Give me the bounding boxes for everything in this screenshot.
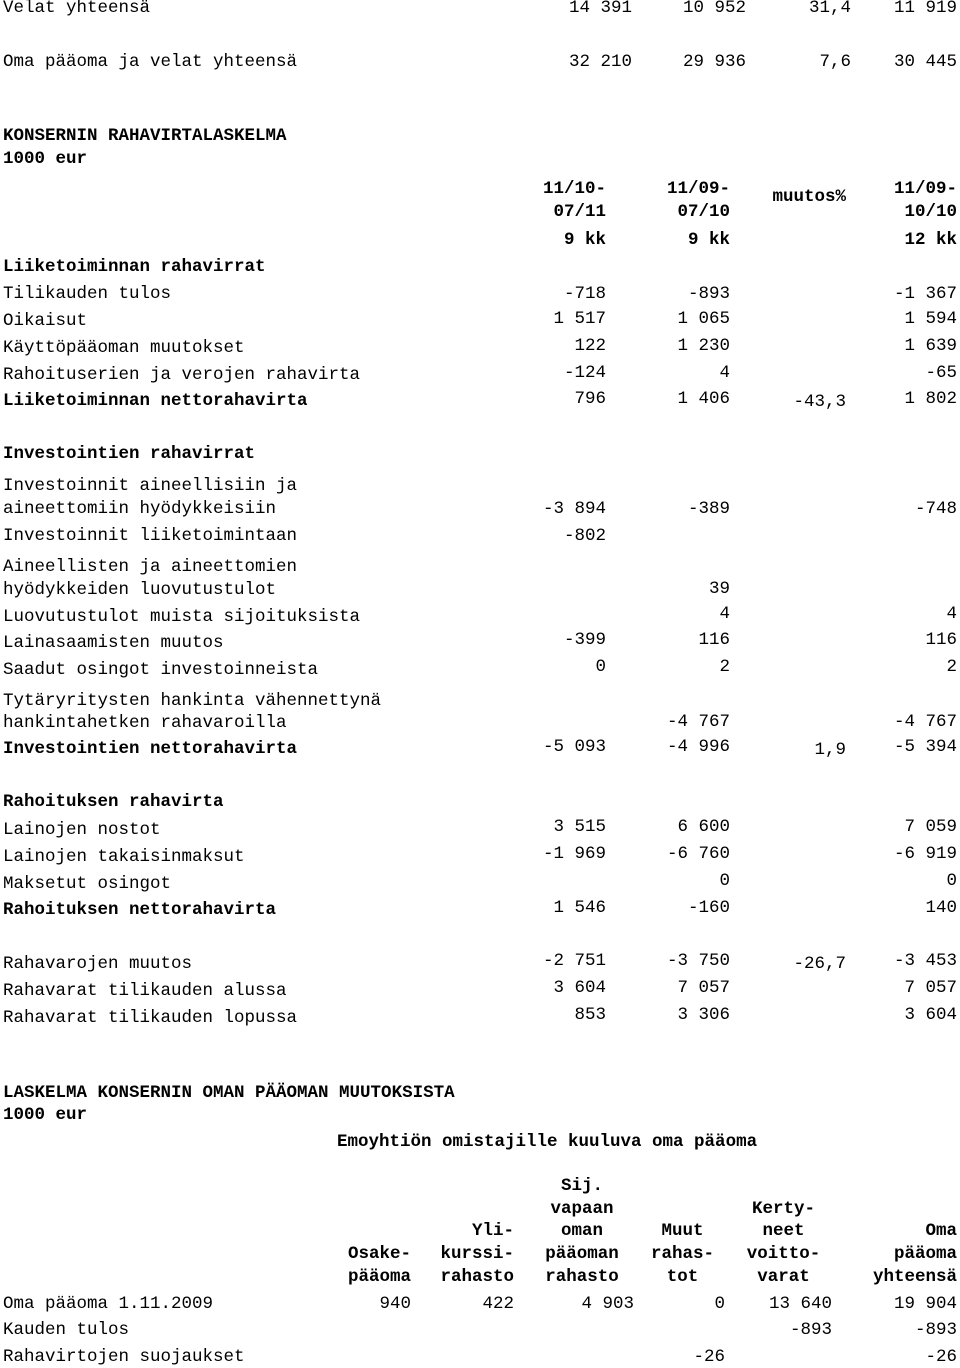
value-cell: -4 996 — [666, 737, 730, 757]
header-col3: muutos% — [772, 187, 846, 207]
balance-row-total-liabilities — [0, 0, 960, 22]
value-cell: -6 760 — [666, 844, 730, 864]
header-col1-line2: 07/11 — [553, 202, 606, 222]
value-cell: 13 640 — [768, 1294, 832, 1314]
row-label-line2: hyödykkeiden luovutustulot — [3, 580, 277, 600]
row-label: Rahavarat tilikauden lopussa — [3, 1008, 298, 1028]
row-label: Investoinnit liiketoimintaan — [3, 526, 298, 546]
equity-header-cell: Sij. — [560, 1176, 603, 1196]
row-label: Lainasaamisten muutos — [3, 633, 224, 653]
row-label: Rahavarojen muutos — [3, 954, 193, 974]
equity-header-cell: Kerty- — [751, 1199, 815, 1219]
row-label-line2: hankintahetken rahavaroilla — [3, 713, 287, 733]
value-cell: -124 — [563, 363, 606, 383]
value-cell: -389 — [687, 499, 730, 519]
value-cell: 4 903 — [581, 1294, 634, 1314]
equity-header-cell: pääoma — [893, 1244, 957, 1264]
row-label: Liiketoiminnan nettorahavirta — [3, 391, 308, 411]
equity-header-cell: yhteensä — [872, 1267, 957, 1287]
equity-group-header: Emoyhtiön omistajille kuuluva oma pääoma — [337, 1132, 758, 1152]
value-cell: 0 — [719, 871, 730, 891]
value-cell: 1 594 — [904, 309, 957, 329]
value-cell: 3 604 — [553, 978, 606, 998]
header-col4-line2: 10/10 — [904, 202, 957, 222]
value-cell: 1 639 — [904, 336, 957, 356]
value-cell: -3 453 — [893, 951, 957, 971]
value-cell: 3 306 — [677, 1005, 730, 1025]
value-cell: 4 — [719, 363, 730, 383]
cashflow-unit: 1000 eur — [3, 149, 88, 169]
row-label: Kauden tulos — [3, 1320, 130, 1340]
row-label: Lainojen takaisinmaksut — [3, 847, 245, 867]
row-label: Rahavirtojen suojaukset — [3, 1347, 245, 1367]
equity-header-cell: voitto- — [746, 1244, 821, 1264]
balance-row-equity-and-liabilities — [0, 51, 960, 73]
header-col4-line1: 11/09- — [893, 179, 957, 199]
section-title-investing: Investointien rahavirrat — [3, 444, 256, 464]
value-cell: 14 391 — [568, 0, 632, 18]
value-cell: -26 — [925, 1347, 957, 1367]
row-label: Oikaisut — [3, 311, 88, 331]
equity-header-cell: vapaan — [550, 1199, 614, 1219]
row-label: Investointien nettorahavirta — [3, 739, 298, 759]
value-cell: -160 — [687, 898, 730, 918]
row-label: Rahoituksen nettorahavirta — [3, 900, 277, 920]
value-cell: -6 919 — [893, 844, 957, 864]
value-cell: -893 — [687, 284, 730, 304]
value-cell: -1 367 — [893, 284, 957, 304]
equity-header-cell: rahas- — [650, 1244, 714, 1264]
value-cell: 116 — [925, 630, 957, 650]
value-cell: -2 751 — [542, 951, 606, 971]
value-cell: -65 — [925, 363, 957, 383]
equity-header-cell: rahasto — [545, 1267, 619, 1287]
value-cell: -4 767 — [666, 712, 730, 732]
value-cell: 31,4 — [808, 0, 851, 18]
cashflow-title: KONSERNIN RAHAVIRTALASKELMA — [3, 126, 287, 146]
header-period1: 9 kk — [563, 230, 606, 250]
row-label-line2: aineettomiin hyödykkeisiin — [3, 499, 277, 519]
equity-header-cell: pääoman — [545, 1244, 619, 1264]
row-label: Tilikauden tulos — [3, 284, 172, 304]
row-label: Oma pääoma ja velat yhteensä — [3, 52, 298, 72]
value-cell: 940 — [379, 1294, 411, 1314]
equity-header-cell: Oma — [925, 1221, 957, 1241]
row-label: Rahavarat tilikauden alussa — [3, 981, 287, 1001]
value-cell: -4 767 — [893, 712, 957, 732]
value-cell: 1 517 — [553, 309, 606, 329]
value-cell: -43,3 — [793, 392, 846, 412]
equity-header-cell: rahasto — [440, 1267, 514, 1287]
value-cell: 3 604 — [904, 1005, 957, 1025]
value-cell: 6 600 — [677, 817, 730, 837]
section-title-operating: Liiketoiminnan rahavirrat — [3, 257, 266, 277]
equity-header-cell: varat — [757, 1267, 810, 1287]
value-cell: 32 210 — [568, 52, 632, 72]
value-cell: -893 — [914, 1320, 957, 1340]
row-label: Käyttöpääoman muutokset — [3, 338, 245, 358]
row-label: Saadut osingot investoinneista — [3, 660, 319, 680]
value-cell: 1 406 — [677, 389, 730, 409]
equity-header-cell: tot — [666, 1267, 699, 1287]
value-cell: 0 — [595, 657, 606, 677]
value-cell: -399 — [563, 630, 606, 650]
equity-unit: 1000 eur — [3, 1105, 88, 1125]
value-cell: 7 059 — [904, 817, 957, 837]
equity-header-cell: kurssi- — [440, 1244, 514, 1264]
row-label-line1: Tytäryritysten hankinta vähennettynä — [3, 691, 382, 711]
value-cell: 1 546 — [553, 898, 606, 918]
value-cell: -3 894 — [542, 499, 606, 519]
value-cell: 29 936 — [682, 52, 746, 72]
equity-header-cell: pääoma — [347, 1267, 411, 1287]
value-cell: 1 065 — [677, 309, 730, 329]
value-cell: -893 — [789, 1320, 832, 1340]
header-period4: 12 kk — [904, 230, 957, 250]
value-cell: 7,6 — [819, 52, 851, 72]
value-cell: 39 — [708, 579, 730, 599]
value-cell: 10 952 — [682, 0, 746, 18]
value-cell: 4 — [719, 604, 730, 624]
value-cell: 19 904 — [893, 1294, 957, 1314]
equity-header-cell: oman — [560, 1221, 603, 1241]
value-cell: 4 — [946, 604, 957, 624]
header-col2-line2: 07/10 — [677, 202, 730, 222]
section-title-financing: Rahoituksen rahavirta — [3, 792, 224, 812]
value-cell: 2 — [946, 657, 957, 677]
row-label: Lainojen nostot — [3, 820, 161, 840]
row-label: Rahoituserien ja verojen rahavirta — [3, 365, 361, 385]
row-label: Luovutustulot muista sijoituksista — [3, 607, 361, 627]
row-label: Velat yhteensä — [3, 0, 151, 18]
equity-header-cell: neet — [762, 1221, 805, 1241]
value-cell: -3 750 — [666, 951, 730, 971]
value-cell: 0 — [946, 871, 957, 891]
value-cell: 3 515 — [553, 817, 606, 837]
header-col1-line1: 11/10- — [542, 179, 606, 199]
value-cell: 0 — [714, 1294, 725, 1314]
row-label-line1: Investoinnit aineellisiin ja — [3, 476, 298, 496]
row-label-line1: Aineellisten ja aineettomien — [3, 557, 298, 577]
equity-header-cell: Osake- — [347, 1244, 411, 1264]
value-cell: 796 — [574, 389, 606, 409]
value-cell: 853 — [574, 1005, 606, 1025]
header-period2: 9 kk — [687, 230, 730, 250]
value-cell: -5 394 — [893, 737, 957, 757]
value-cell: -748 — [914, 499, 957, 519]
value-cell: 7 057 — [904, 978, 957, 998]
value-cell: -802 — [563, 526, 606, 546]
value-cell: 1,9 — [814, 740, 846, 760]
value-cell: 2 — [719, 657, 730, 677]
value-cell: 1 802 — [904, 389, 957, 409]
equity-header-cell: Muut — [661, 1221, 704, 1241]
value-cell: -1 969 — [542, 844, 606, 864]
value-cell: 422 — [482, 1294, 514, 1314]
equity-title: LASKELMA KONSERNIN OMAN PÄÄOMAN MUUTOKSISTA — [3, 1083, 455, 1103]
row-label: Oma pääoma 1.11.2009 — [3, 1294, 214, 1314]
row-label: Maksetut osingot — [3, 874, 172, 894]
header-col2-line1: 11/09- — [666, 179, 730, 199]
value-cell: 140 — [925, 898, 957, 918]
equity-header-cell: Yli- — [471, 1221, 514, 1241]
value-cell: 116 — [698, 630, 730, 650]
value-cell: 1 230 — [677, 336, 730, 356]
value-cell: -26,7 — [793, 954, 846, 974]
value-cell: 122 — [574, 336, 606, 356]
value-cell: 11 919 — [893, 0, 957, 18]
value-cell: 30 445 — [893, 52, 957, 72]
value-cell: 7 057 — [677, 978, 730, 998]
value-cell: -26 — [693, 1347, 725, 1367]
value-cell: -5 093 — [542, 737, 606, 757]
value-cell: -718 — [563, 284, 606, 304]
